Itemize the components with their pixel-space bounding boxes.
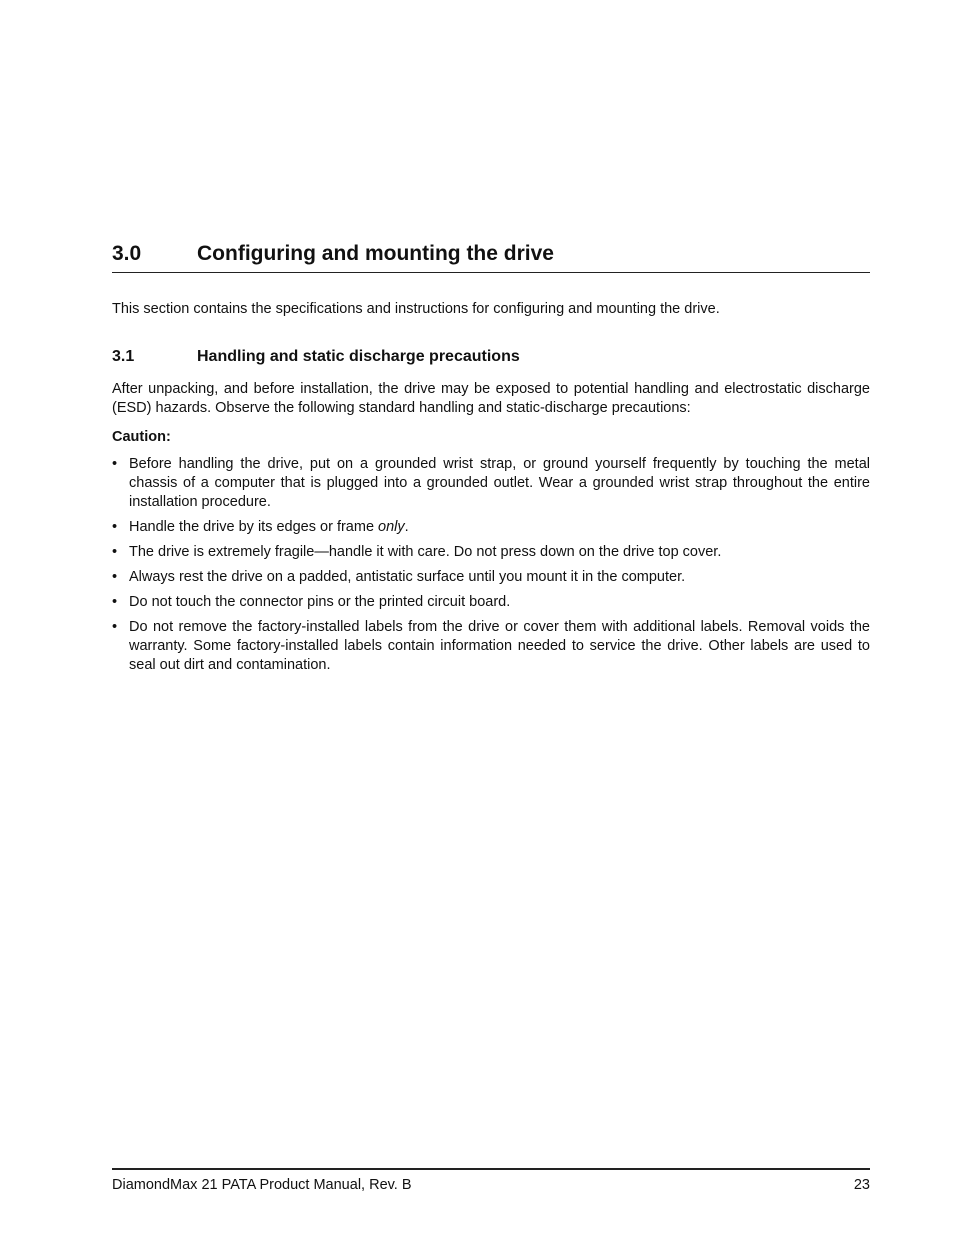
bullet-icon: •: [112, 456, 118, 472]
list-item-text: Handle the drive by its edges or frame: [129, 519, 379, 535]
subsection-paragraph: After unpacking, and before installation, the drive may be exposed to potential handling and electrostatic discharge (ESD) hazards. Observe the following standard handling and static-discharge precautions:: [112, 381, 870, 416]
list-item-text: Do not touch the connector pins or the printed circuit board.: [129, 594, 511, 610]
list-item: [112, 568, 870, 587]
section-number: 3.0: [112, 242, 142, 265]
list-item-text: Do not remove the factory-installed labels from the drive or cover them with additional labels. Removal voids the warranty. Some factory-installed labels contain information needed to service the drive. Other labels are used to seal out dirt and contamination.: [129, 619, 870, 673]
caution-label: Caution:: [112, 429, 171, 445]
subsection-title: Handling and static discharge precautions: [197, 348, 520, 365]
section-title: Configuring and mounting the drive: [197, 242, 554, 265]
precautions-list: [112, 455, 870, 681]
list-item-text: Always rest the drive on a padded, antistatic surface until you mount it in the computer.: [129, 569, 686, 585]
section-intro: This section contains the specifications and instructions for configuring and mounting the drive.: [112, 301, 720, 317]
section-heading: [112, 240, 870, 273]
list-item: [112, 455, 870, 512]
footer-page-number: 23: [853, 1177, 870, 1193]
bullet-icon: •: [112, 519, 118, 535]
bullet-icon: •: [112, 544, 118, 560]
list-item: [112, 518, 870, 537]
list-item-text: Before handling the drive, put on a grounded wrist strap, or ground yourself frequently by touching the metal chassis of a computer that is plugged into a grounded outlet. Wear a grounded wrist strap throughout the entire installation procedure.: [129, 456, 870, 510]
footer-divider: [112, 1168, 870, 1170]
list-item-emphasis: only: [378, 519, 405, 535]
bullet-icon: •: [112, 619, 118, 635]
list-item-text: The drive is extremely fragile—handle it with care. Do not press down on the drive top cover.: [129, 544, 722, 560]
list-item-text-end: .: [404, 519, 409, 535]
list-item: [112, 543, 870, 562]
bullet-icon: •: [112, 569, 118, 585]
list-item: [112, 618, 870, 675]
subsection-number: 3.1: [112, 348, 135, 365]
list-item: [112, 593, 870, 612]
footer-document-title: DiamondMax 21 PATA Product Manual, Rev. B: [112, 1177, 412, 1193]
bullet-icon: •: [112, 594, 118, 610]
